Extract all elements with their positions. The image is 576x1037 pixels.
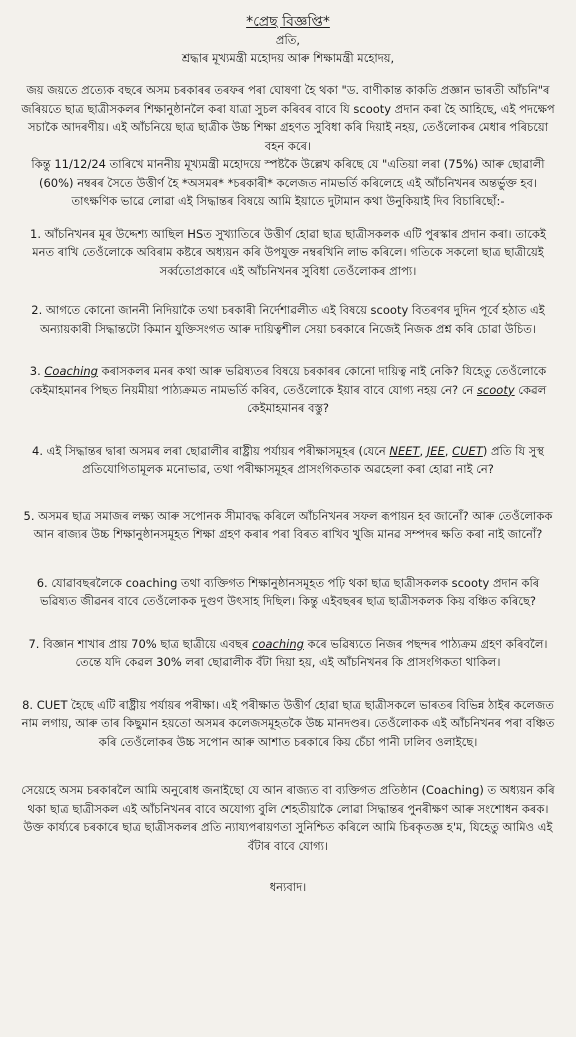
point-2: 2. আগতে কোনো জাননী নিদিয়াকৈ তথা চৰকাৰী নিৰ্দেশাৱলীত এই বিষয়ে scooty বিতৰণৰ দুদিন পূৰ্বে হঠাত এই অন্যায়কাৰী সিদ্ধান্তটো কিমান যুক্তিসংগত আৰু দায়িত্বশীল সেয়া চৰকাৰে নিজেই নিজক প্ৰশ্ন কৰি চোৱা উচিত। [31, 303, 545, 336]
point-3 [18, 362, 558, 418]
conclusion-gratitude: উক্ত কাৰ্য্যৰে চৰকাৰে ছাত্ৰ ছাত্ৰীসকলৰ প্ৰতি ন্যায্যপৰায়ণতা সুনিশ্চিত কৰিলে আমি চিৰকৃতজ্ঞ হ'ম, যিহেতু আমিও এই বঁটাৰ বাবে যোগ্য। [23, 820, 553, 853]
point-1: 1. আঁচনিখনৰ মূৰ উদ্দেশ্য আছিল HSত সুখ্যাতিৰে উত্তীৰ্ণ হোৱা ছাত্ৰ ছাত্ৰীসকলক এটি পুৰস্কাৰ প্ৰদান কৰা। তাকেই মনত ৰাখি তেওঁলোকে অবিৰাম কষ্টৰে অধ্যয়ন কৰি উপযুক্ত নম্বৰখিনি লাভ কৰিলে। গতিকে সকলো ছাত্ৰ ছাত্ৰীয়েই সৰ্ব্বতোপ্ৰকাৰে এই আঁচনিখনৰ সুবিধা তেওঁলোকৰ প্ৰাপ্য। [30, 226, 546, 278]
point-7-text-b: কৰে ভৱিষ্যতে নিজৰ পছন্দৰ পাঠ্যক্ৰম গ্ৰহণ কৰিবলৈ। তেন্তে যদি কেৱল 30% লৰা ছোৱালীক বঁটা দিয়া হয়, এই আঁচনিখনৰ কি প্ৰাসংগিকতা থাকিল। [75, 636, 548, 669]
thanks-line: ধন্যবাদ। [269, 880, 307, 894]
press-release-document [0, 13, 576, 1037]
point-7 [18, 635, 558, 672]
conclusion-request: সেয়েহে অসম চৰকাৰলৈ আমি অনুৰোধ জনাইছো যে আন ৰাজ্যত বা ব্যক্তিগত প্ৰতিষ্ঠান (Coaching) ত অধ্যয়ন কৰি থকা ছাত্ৰ ছাত্ৰীসকল এই আঁচনিখনৰ বাবে অযোগ্য বুলি শেহতীয়াকৈ লোৱা সিদ্ধান্তৰ পুনৰীক্ষণ আৰু সংশোধন কৰক। [21, 783, 555, 816]
jee-highlight: JEE [426, 443, 445, 458]
point-4-comma-2: , [444, 443, 449, 458]
point-8: 8. CUET হৈছে এটি ৰাষ্ট্ৰীয় পৰ্যায়ৰ পৰীক্ষা। এই পৰীক্ষাত উত্তীৰ্ণ হোৱা ছাত্ৰ ছাত্ৰীসকলে ভাৰতৰ বিভিন্ন ঠাইৰ কলেজত নাম লগায়, আৰু তাৰ কিছুমান হয়তো অসমৰ কলেজসমূহতকৈ উচ্চ মানদণ্ডৰ। তেওঁলোকক এই আঁচনিখনৰ পৰা বঞ্চিত কৰি তেওঁলোকৰ উচ্চ সপোন আৰু আশাত চৰকাৰে কিয় চেঁচা পানী ঢালিব ওলাইছে। [21, 697, 555, 749]
decision-paragraph: কিন্তু 11/12/24 তাৰিখে মাননীয় মূখ্যমন্ত্ৰী মহোদয়ে স্পষ্টকৈ উল্লেখ কৰিছে যে "এতিয়া লৰা (75%) আৰু ছোৱালী (60%) নম্বৰৰ সৈতে উত্তীৰ্ণ হৈ *অসমৰ* *চৰকাৰী* কলেজত নামভৰ্তি কৰিলেহে এই আঁচনিখনৰ অন্তৰ্ভুক্ত হব। তাৎক্ষণিক ভাৱে লোৱা এই সিদ্ধান্তৰ বিষয়ে আমি ইয়াতে দুটামান কথা উনুকিয়াই দিব বিচাৰিছোঁ:- [31, 157, 545, 208]
salutation: শ্ৰদ্ধাৰ মূখ্যমন্ত্ৰী মহোদয় আৰু শিক্ষামন্ত্ৰী মহোদয়, [181, 51, 395, 65]
point-7-text-a: 7. বিজ্ঞান শাখাৰ প্ৰায় 70% ছাত্ৰ ছাত্ৰীয়ে এবছৰ [28, 636, 249, 651]
point-4-text-a: 4. এই সিদ্ধান্তৰ দ্বাৰা অসমৰ লৰা ছোৱালীৰ ৰাষ্ট্ৰীয় পৰ্যায়ৰ পৰীক্ষাসমূহৰ (যেনে [32, 443, 386, 458]
cuet-highlight: CUET [452, 443, 483, 458]
intro-paragraph: জয় জয়তে প্ৰত্যেক বছৰে অসম চৰকাৰৰ তৰফৰ পৰা ঘোষণা হৈ থকা "ড. বাণীকান্ত কাকতি প্ৰজ্ঞান ভাৰতী আঁচনি"ৰ জৰিয়তে ছাত্ৰ ছাত্ৰীসকলৰ শিক্ষানুষ্ঠানলৈ কৰা যাত্ৰা সুচল কৰিবৰ বাবে যি scooty প্ৰদান কৰা হৈ আহিছে, এই পদক্ষেপ সচাকৈ আদৰণীয়। এই আঁচনিয়ে ছাত্ৰ ছাত্ৰীক উচ্চ শিক্ষা গ্ৰহণত সুবিধা কৰি দিয়াই নহয়, তেওঁলোকৰ মেধাৰ পৰিচয়ো বহন কৰে। [21, 83, 555, 153]
point-5: 5. অসমৰ ছাত্ৰ সমাজৰ লক্ষ্য আৰু সপোনক সীমাবদ্ধ কৰিলে আঁচনিখনৰ সফল ৰূপায়ন হব জানোঁ? আৰু তেওঁলোকক আন ৰাজ্যৰ উচ্চ শিক্ষানুষ্ঠানসমূহত শিক্ষা গ্ৰহণ কৰাৰ পৰা বিৰত ৰাখিব খুজি মানৱ সম্পদৰ ক্ষতি কৰা নাই জানোঁ? [23, 508, 553, 541]
point-3-text-a: কৰাসকলৰ মনৰ কথা আৰু ভৱিষ্যতৰ বিষয়ে চৰকাৰৰ কোনো দায়িত্ব নাই নেকি? যিহেতু তেওঁলোকে কেইমাহমানৰ পিছত নিয়মীয়া পাঠ্যক্ৰমত নামভৰ্তি কৰিব, তেওঁলোকে ইয়াৰ বাবে যোগ্য নহয় নে? নে [29, 364, 547, 397]
document-title: *প্ৰেছ বিজ্ঞপ্তি* [246, 14, 330, 30]
point-4-comma-1: , [419, 443, 424, 458]
coaching-highlight-2: coaching [252, 636, 304, 651]
point-3-text-b: কেৱল কেইমাহমানৰ বস্তু? [247, 382, 547, 415]
point-3-number: 3. [29, 364, 41, 378]
coaching-highlight: Coaching [44, 364, 98, 378]
recipient-line: প্ৰতি, [275, 33, 301, 47]
point-4-text-b: ) প্ৰতি যি সুস্থ প্ৰতিযোগিতামূলক মনোভাৱ, তথা পৰীক্ষাসমূহৰ প্ৰাসংগিকতাক অৱহেলা কৰা হোৱা নাই নে? [82, 443, 544, 476]
point-6: 6. যোৱাবছৰলৈকে coaching তথা ব্যক্তিগত শিক্ষানুষ্ঠানসমূহত পঢ়ি থকা ছাত্ৰ ছাত্ৰীসকলক scooty প্ৰদান কৰি ভৱিষ্যত জীৱনৰ বাবে তেওঁলোকক দুগুণ উৎসাহ দিছিল। কিন্তু এইবছৰৰ ছাত্ৰ ছাত্ৰীসকলক কিয় বঞ্চিত কৰিছে? [36, 575, 540, 608]
scooty-highlight: scooty [476, 382, 515, 397]
point-4 [18, 442, 558, 479]
neet-highlight: NEET [389, 443, 420, 458]
